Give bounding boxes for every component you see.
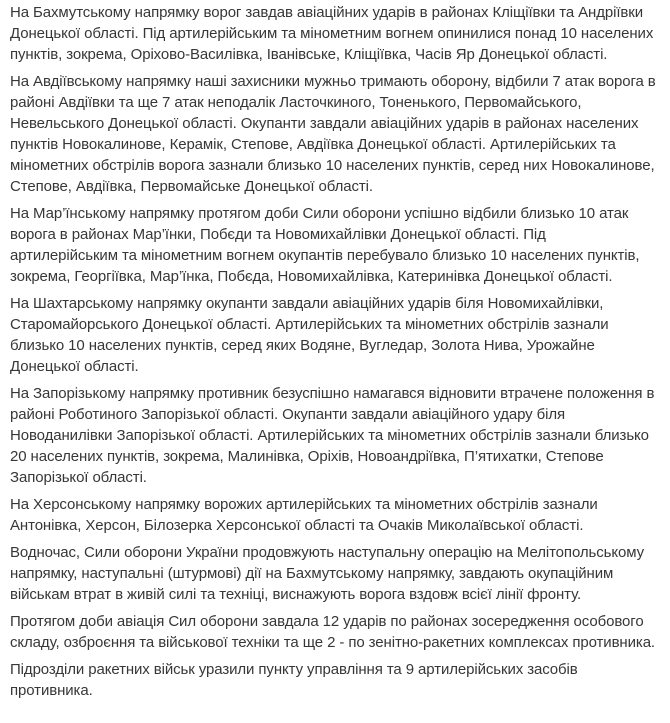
paragraph-zaporizhzhia-direction: На Запорізькому напрямку противник безуспішно намагався відновити втрачене положення в районі Роботиного Запорізької області. Окупанти завдали авіаційного удару біля Новоданилівки Запорізької області. Артилерійських та мінометних обстрілів зазнали близько 20 населених пунктів, зокрема, Малинівка, Оріхів, Новоандріївка, П’ятихатки, Степове Запорізької області. xyxy=(10,385,655,486)
paragraph-avdiivka-direction: На Авдіївському напрямку наші захисники мужньо тримають оборону, відбили 7 атак ворога в районі Авдіївки та ще 7 атак неподалік Ласточкиного, Тоненького, Первомайського, Невельського Донецької області. Окупанти завдали авіаційних ударів в районах населених пунктів Новокалинове, Керамік, Степове, Авдіївка Донецької області. Артилерійських та мінометних обстрілів ворога зазнали близько 10 населених пунктів, серед них Новокалинове, Степове, Авдіївка, Первомайське Донецької області. xyxy=(10,73,656,195)
paragraph-marinka-direction: На Мар’їнському напрямку протягом доби Сили оборони успішно відбили близько 10 атак ворога в районах Мар’їнки, Побєди та Новомихайлівки Донецької області. Під артилерійським та мінометним вогнем окупантів перебувало близько 10 населених пунктів, зокрема, Георгіївка, Мар’їнка, Побєда, Новомихайлівка, Катеринівка Донецької області. xyxy=(10,205,640,285)
paragraph-aviation-strikes: Протягом доби авіація Сил оборони завдала 12 ударів по районах зосередження особового складу, озброєння та військової техніки та ще 2 - по зенітно-ракетних комплексах противника. xyxy=(10,613,656,651)
paragraph-missile-forces: Підрозділи ракетних військ уразили пункту управління та 9 артилерійських засобів противника. xyxy=(10,661,578,699)
paragraph-bakhmut-direction: На Бахмутському напрямку ворог завдав авіаційних ударів в районах Кліщіївки та Андріївки Донецької області. Під артилерійським та мінометним вогнем опинилися понад 10 населених пунктів, зокрема, Оріхово-Василівка, Іванівське, Кліщіївка, Часів Яр Донецької області. xyxy=(10,4,654,63)
paragraph-offensive-operations: Водночас, Сили оборони України продовжують наступальну операцію на Мелітопольському напрямку, наступальні (штурмові) дії на Бахмутському напрямку, завдають окупаційним військам втрат в живій силі та техніці, виснажують ворога вздовж всієї лінії фронту. xyxy=(10,544,644,603)
paragraph-shakhtarsk-direction: На Шахтарському напрямку окупанти завдали авіаційних ударів біля Новомихайлівки, Старомайорського Донецької області. Артилерійських та мінометних обстрілів зазнали близько 10 населених пунктів, серед яких Водяне, Вугледар, Золота Нива, Урожайне Донецької області. xyxy=(10,295,609,375)
paragraph-kherson-direction: На Херсонському напрямку ворожих артилерійських та мінометних обстрілів зазнали Антонівка, Херсон, Білозерка Херсонської області та Очаків Миколаївської області. xyxy=(10,496,598,534)
